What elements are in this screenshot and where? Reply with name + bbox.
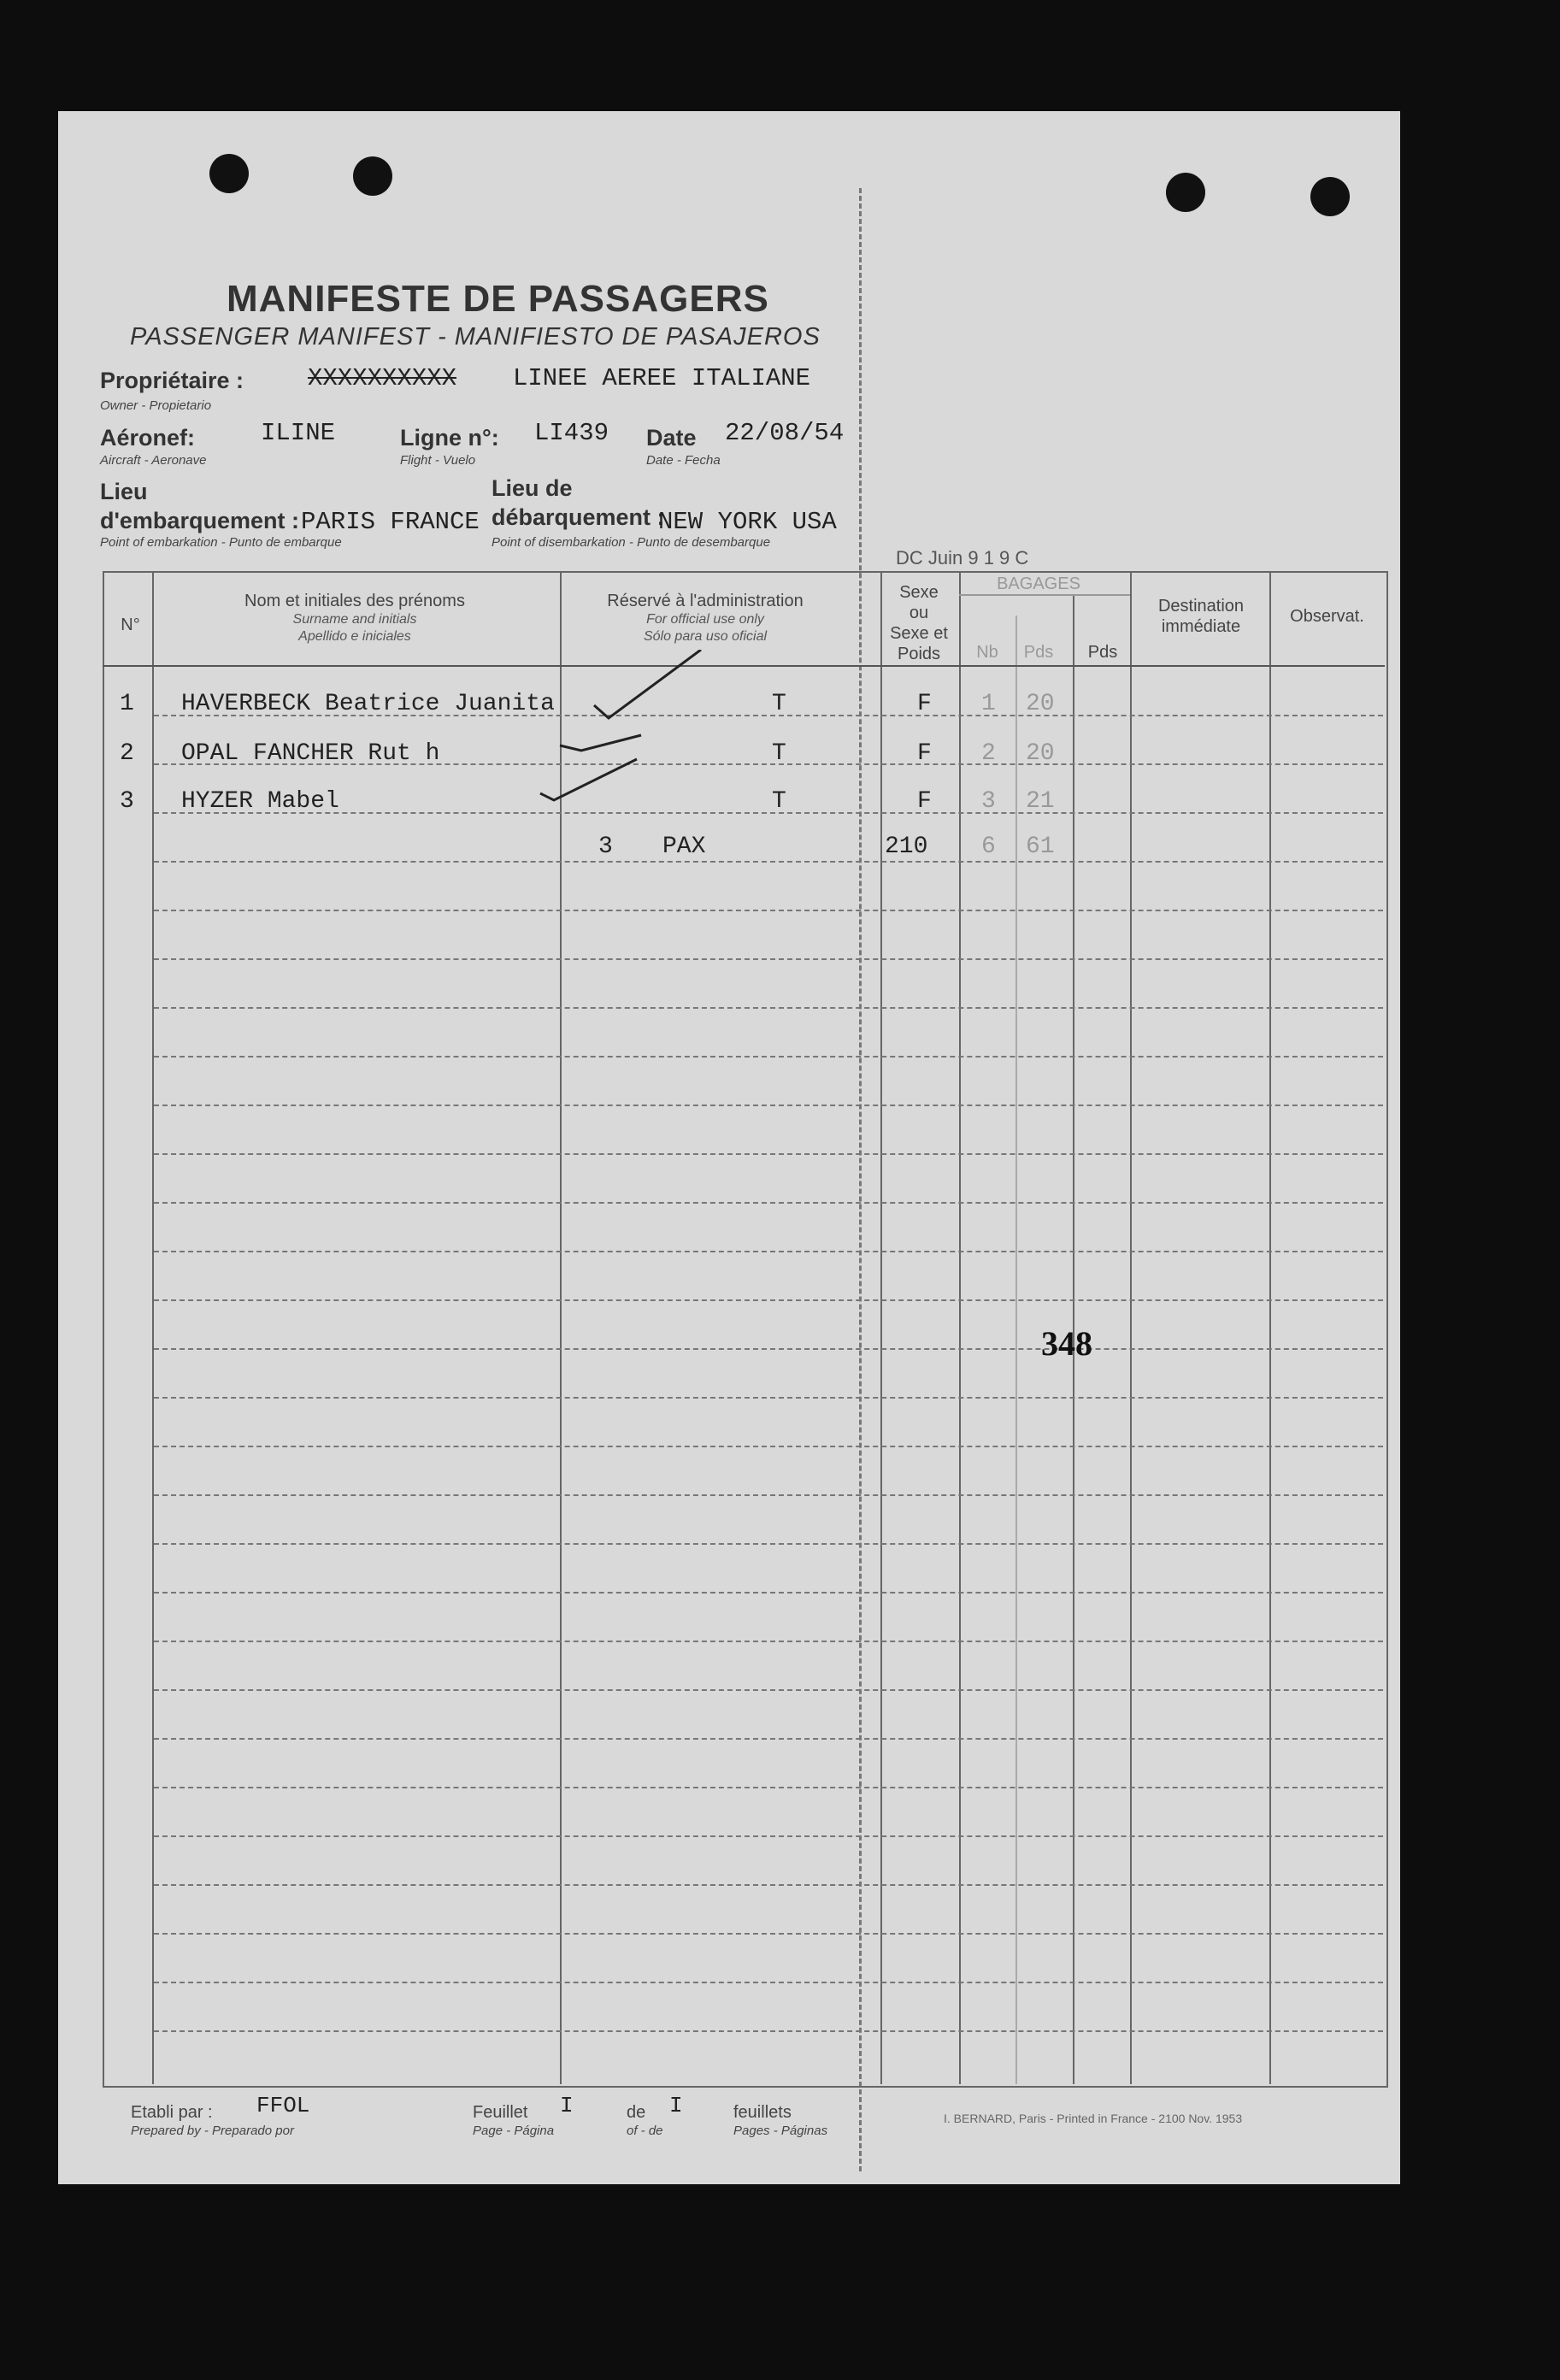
passenger-1-no: 1 — [120, 691, 134, 717]
total-pax: PAX — [662, 834, 706, 860]
ruled-row-line — [154, 1787, 1383, 1788]
ruled-row-line — [154, 1689, 1383, 1691]
of-value: I — [669, 2093, 683, 2118]
date-sublabel: Date - Fecha — [646, 453, 721, 468]
baggage-rule — [959, 594, 1130, 596]
ruled-row-line — [154, 2030, 1383, 2032]
ruled-row-line — [154, 1056, 1383, 1057]
of-sublabel: of - de — [627, 2124, 663, 2138]
col-header-pds: Pds — [1023, 643, 1054, 662]
date-label: Date — [646, 425, 697, 451]
ruled-row-line — [154, 1738, 1383, 1740]
date-value: 22/08/54 — [725, 419, 845, 447]
flight-label: Ligne n°: — [400, 425, 499, 451]
col-rule — [1269, 571, 1271, 2084]
col-header-admin-sub2: Sólo para uso oficial — [643, 629, 768, 644]
ruled-row-line — [154, 1446, 1383, 1447]
prepared-value: FFOL — [256, 2093, 310, 2118]
ruled-row-line — [154, 1884, 1383, 1886]
punch-hole — [353, 156, 392, 196]
ruled-row-line — [154, 1641, 1383, 1642]
col-header-sex-4: Poids — [897, 645, 941, 663]
top-right-note: DC Juin 9 1 9 C — [896, 547, 1029, 568]
disembark-label-1: Lieu de — [492, 475, 573, 501]
aircraft-value: ILINE — [261, 419, 336, 447]
col-header-name-sub1: Surname and initials — [292, 612, 417, 627]
col-header-name-sub2: Apellido e iniciales — [298, 629, 411, 644]
col-header-admin-sub1: For official use only — [646, 612, 764, 627]
col-header-nb: Nb — [976, 643, 998, 662]
passenger-2-pds: 20 — [1026, 740, 1055, 767]
passenger-1-nb: 1 — [981, 691, 996, 717]
printer-note: I. BERNARD, Paris - Printed in France - 2100 Nov. 1953 — [944, 2112, 1243, 2125]
ruled-row-line — [154, 861, 1383, 863]
ruled-row-line — [154, 1933, 1383, 1935]
passenger-3-name: HYZER Mabel — [181, 788, 339, 815]
pages-label: feuillets — [733, 2103, 792, 2122]
check-mark — [594, 650, 701, 718]
col-header-destination: Destination — [1157, 597, 1245, 616]
pages-sublabel: Pages - Páginas — [733, 2124, 828, 2138]
owner-label: Propriétaire : — [100, 368, 244, 393]
disembark-sublabel: Point of disembarkation - Punto de desembarque — [492, 535, 771, 550]
ruled-row-line — [154, 1202, 1383, 1204]
aircraft-sublabel: Aircraft - Aeronave — [100, 453, 207, 468]
punch-hole — [209, 154, 249, 193]
ruled-row-line — [154, 1835, 1383, 1837]
ruled-row-line — [154, 1397, 1383, 1399]
sheet-value: I — [560, 2093, 574, 2118]
aircraft-label: Aéronef: — [100, 425, 196, 451]
sheet-label: Feuillet — [473, 2103, 528, 2122]
embark-label-1: Lieu — [100, 479, 148, 504]
col-header-baggage: BAGAGES — [997, 574, 1080, 593]
passenger-3-admin: T — [772, 788, 786, 815]
ruled-row-line — [154, 910, 1383, 911]
col-rule — [959, 571, 961, 2084]
ruled-row-line — [154, 1153, 1383, 1155]
col-header-sex: Sexe — [899, 583, 939, 602]
ruled-row-line — [154, 1007, 1383, 1009]
flight-sublabel: Flight - Vuelo — [400, 453, 476, 468]
passenger-2-sex: F — [917, 740, 932, 767]
owner-value: LINEE AEREE ITALIANE — [513, 364, 811, 392]
col-header-admin: Réservé à l'administration — [607, 592, 804, 610]
embark-value: PARIS FRANCE — [301, 508, 480, 536]
col-header-sex-3: Sexe et — [890, 624, 948, 643]
passenger-2-nb: 2 — [981, 740, 996, 767]
passenger-1-pds: 20 — [1026, 691, 1055, 717]
embark-sublabel: Point of embarkation - Punto de embarque — [100, 535, 342, 550]
passenger-1-sex: F — [917, 691, 932, 717]
ruled-row-line — [154, 1348, 1383, 1350]
total-weight: 210 — [885, 834, 928, 860]
col-rule — [152, 571, 154, 2084]
disembark-label-2: débarquement : — [492, 504, 665, 530]
col-header-observations: Observat. — [1290, 607, 1364, 626]
sheet-sublabel: Page - Página — [473, 2124, 555, 2138]
prepared-sublabel: Prepared by - Preparado por — [131, 2124, 294, 2138]
col-header-destination-2: immédiate — [1161, 617, 1241, 636]
passenger-2-no: 2 — [120, 740, 134, 767]
total-pds: 61 — [1026, 834, 1055, 860]
col-header-pds-2: Pds — [1087, 643, 1118, 662]
flight-value: LI439 — [534, 419, 609, 447]
owner-struck: XXXXXXXXXX — [308, 364, 457, 392]
passenger-2-name: OPAL FANCHER Rut h — [181, 740, 440, 767]
ruled-row-line — [154, 1299, 1383, 1301]
ruled-row-line — [154, 1105, 1383, 1106]
prepared-label: Etabli par : — [131, 2103, 213, 2122]
owner-sublabel: Owner - Propietario — [100, 398, 212, 413]
check-mark — [560, 735, 641, 751]
ruled-row-line — [154, 1494, 1383, 1496]
col-header-no: N° — [121, 616, 140, 634]
punch-hole — [1310, 177, 1350, 216]
col-rule — [880, 571, 882, 2084]
check-mark — [540, 759, 637, 800]
passenger-1-name: HAVERBECK Beatrice Juanita — [181, 691, 555, 717]
of-label: de — [627, 2103, 646, 2122]
passenger-1-admin: T — [772, 691, 786, 717]
passenger-3-no: 3 — [120, 788, 134, 815]
ruled-row-line — [154, 1592, 1383, 1594]
passenger-2-admin: T — [772, 740, 786, 767]
manifest-subtitle: PASSENGER MANIFEST - MANIFIESTO DE PASAJEROS — [130, 323, 821, 351]
col-header-name: Nom et initiales des prénoms — [244, 592, 465, 610]
stamp-number: 348 — [1041, 1324, 1092, 1363]
total-nb: 6 — [981, 834, 996, 860]
ruled-row-line — [154, 958, 1383, 960]
ruled-row-line — [154, 1543, 1383, 1545]
ruled-row-line — [154, 1251, 1383, 1252]
disembark-value: NEW YORK USA — [658, 508, 837, 536]
check-marks — [530, 650, 718, 812]
header-rule — [103, 665, 1385, 667]
col-rule — [1130, 571, 1132, 2084]
passenger-3-nb: 3 — [981, 788, 996, 815]
punch-hole — [1166, 173, 1205, 212]
total-count: 3 — [598, 834, 613, 860]
embark-label-2: d'embarquement : — [100, 508, 299, 533]
manifest-title: MANIFESTE DE PASSAGERS — [227, 278, 769, 320]
ruled-row-line — [154, 1982, 1383, 1983]
passenger-3-pds: 21 — [1026, 788, 1055, 815]
col-header-sex-2: ou — [909, 604, 929, 622]
col-rule — [1015, 616, 1017, 2084]
passenger-3-sex: F — [917, 788, 932, 815]
